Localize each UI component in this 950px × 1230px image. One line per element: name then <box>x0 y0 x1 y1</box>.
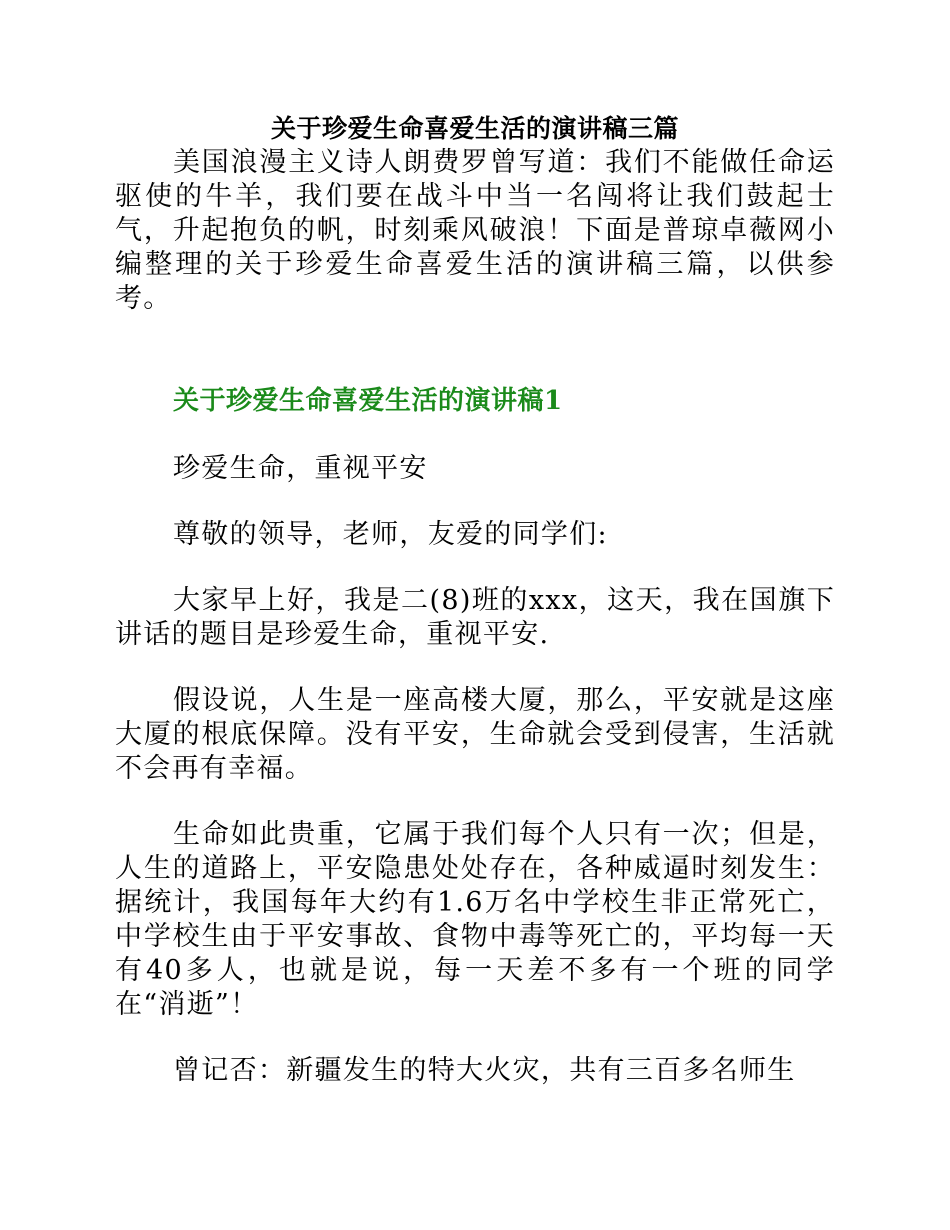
body-paragraph: 大家早上好，我是二(8)班的xxx，这天，我在国旗下讲话的题目是珍爱生命，重视平安. <box>115 585 835 650</box>
speech-topic: 珍爱生命，重视平安 <box>173 453 428 484</box>
body-paragraph: 假设说，人生是一座高楼大厦，那么，平安就是这座大厦的根底保障。没有平安，生命就会受到侵害，生活就不会再有幸福。 <box>115 685 835 784</box>
intro-paragraph: 美国浪漫主义诗人朗费罗曾写道：我们不能做任命运驱使的牛羊，我们要在战斗中当一名闯将让我们鼓起士气，升起抱负的帆，时刻乘风破浪！下面是普琼卓薇网小编整理的关于珍爱生命喜爱生活的演讲稿三篇，以供参考。 <box>115 147 835 314</box>
document-title: 关于珍爱生命喜爱生活的演讲稿三篇 <box>270 114 679 143</box>
document-page <box>115 112 835 1086</box>
body-paragraph: 曾记否：新疆发生的特大火灾，共有三百多名师生 <box>173 1055 796 1086</box>
body-paragraph: 生命如此贵重，它属于我们每个人只有一次；但是，人生的道路上，平安隐患处处存在，各种威逼时刻发生：据统计，我国每年大约有1.6万名中学校生非正常死亡，中学校生由于平安事故、食物中毒等死亡的，平均每一天有40多人，也就是说，每一天差不多有一个班的同学在“消逝”！ <box>115 819 835 1020</box>
speech-body <box>115 452 835 1120</box>
speech-greeting: 尊敬的领导，老师，友爱的同学们: <box>173 519 608 550</box>
section-heading: 关于珍爱生命喜爱生活的演讲稿1 <box>173 386 563 416</box>
